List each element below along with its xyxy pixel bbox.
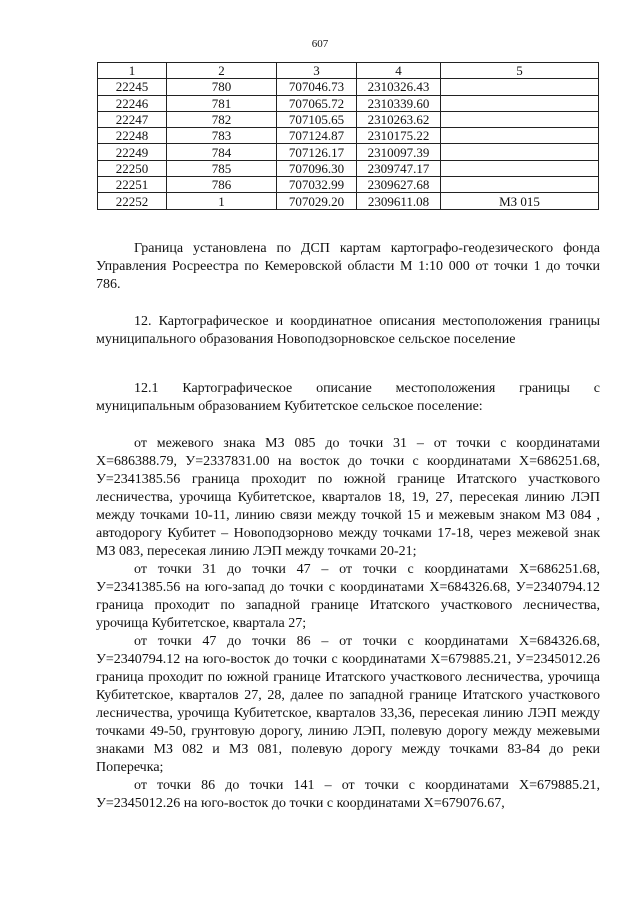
- table-cell: 707065.72: [277, 95, 357, 111]
- table-cell: 2309627.68: [357, 177, 441, 193]
- table-cell: 707032.99: [277, 177, 357, 193]
- boundary-source-paragraph: Граница установлена по ДСП картам картографо-геодезического фонда Управления Росреестра по Кемеровской области М 1:10 000 от точки 1 до точки 786.: [96, 241, 600, 292]
- table-cell: 22248: [98, 128, 167, 144]
- table-cell: 2310097.39: [357, 144, 441, 160]
- page-number: 607: [311, 38, 329, 50]
- table-cell: 707029.20: [277, 193, 357, 209]
- table-cell: 2310175.22: [357, 128, 441, 144]
- table-cell: [441, 160, 599, 176]
- table-cell: 784: [167, 144, 277, 160]
- table-cell: 22250: [98, 160, 167, 176]
- table-cell: 780: [167, 79, 277, 95]
- table-cell: 707126.17: [277, 144, 357, 160]
- boundary-description-paragraph: от точки 31 до точки 47 – от точки с координатами X=686251.68, У=2341385.56 на юго-запад до точки с координатами X=684326.68, У=2340794.12 граница проходит по западной границе Итатского участкового лесничества, урочища Кубитетское, квартала 27;: [96, 562, 600, 631]
- table-cell: [441, 95, 599, 111]
- column-header: 4: [357, 63, 441, 79]
- table-cell: [441, 111, 599, 127]
- table-cell: 22249: [98, 144, 167, 160]
- table-cell: 2309747.17: [357, 160, 441, 176]
- coordinates-table-body: [98, 63, 599, 210]
- table-cell: 2310339.60: [357, 95, 441, 111]
- table-row: [98, 79, 599, 95]
- table-cell: [441, 177, 599, 193]
- table-cell: 786: [167, 177, 277, 193]
- table-row: [98, 95, 599, 111]
- table-cell: [441, 144, 599, 160]
- table-row: [98, 128, 599, 144]
- table-cell: 707124.87: [277, 128, 357, 144]
- table-row: [98, 193, 599, 209]
- column-header: 1: [98, 63, 167, 79]
- table-cell: 781: [167, 95, 277, 111]
- coordinates-table: [97, 62, 599, 210]
- table-cell: 22245: [98, 79, 167, 95]
- table-cell: [441, 128, 599, 144]
- table-cell: 22251: [98, 177, 167, 193]
- table-cell: 783: [167, 128, 277, 144]
- table-cell: 2310263.62: [357, 111, 441, 127]
- table-cell: 785: [167, 160, 277, 176]
- column-header: 5: [441, 63, 599, 79]
- table-cell: МЗ 015: [441, 193, 599, 209]
- table-row: [98, 111, 599, 127]
- boundary-source-block: [96, 240, 600, 294]
- section-12-block: [96, 313, 600, 349]
- table-cell: 707046.73: [277, 79, 357, 95]
- boundary-description-paragraph: от точки 86 до точки 141 – от точки с координатами X=679885.21, У=2345012.26 на юго-восток до точки с координатами X=679076.67,: [96, 778, 600, 811]
- section-12-1-heading: 12.1 Картографическое описание местоположения границы с муниципальным образованием Кубитетское сельское поселение:: [96, 381, 600, 414]
- table-row: [98, 160, 599, 176]
- table-cell: 782: [167, 111, 277, 127]
- boundary-description-block: [96, 435, 600, 813]
- table-row: [98, 177, 599, 193]
- table-cell: 22247: [98, 111, 167, 127]
- table-header-row: [98, 63, 599, 79]
- boundary-description-paragraph: от точки 47 до точки 86 – от точки с координатами X=684326.68, У=2340794.12 на юго-восток до точки с координатами X=679885.21, У=2345012.26 граница проходит по южной границе Итатского участкового лесничества, урочища Кубитетское, кварталов 27, 28, далее по западной границе Итатского участкового лесничества, урочища Кубитетское, кварталов 33,36, пересекая линию ЛЭП между точками 49-50, грунтовую дорогу, линию ЛЭП, полевую дорогу между межевыми знаками МЗ 082 и МЗ 081, полевую дорогу между точками 83-84 до реки Поперечка;: [96, 634, 600, 775]
- table-cell: 1: [167, 193, 277, 209]
- section-12-1-block: [96, 380, 600, 416]
- column-header: 3: [277, 63, 357, 79]
- boundary-description-paragraph: от межевого знака МЗ 085 до точки 31 – от точки с координатами X=686388.79, У=2337831.00 на восток до точки с координатами X=686251.68, У=2341385.56 граница проходит по южной границе Итатского участкового лесничества, урочища Кубитетское, кварталов 18, 19, 27, пересекая линию ЛЭП между точками 10-11, линию связи между точкой 15 и межевым знаком МЗ 084 , автодорогу Кубитет – Новоподзорново между точками 17-18, через межевой знак МЗ 083, пересекая линию ЛЭП между точками 20-21;: [96, 436, 600, 559]
- table-cell: 707105.65: [277, 111, 357, 127]
- column-header: 2: [167, 63, 277, 79]
- table-cell: [441, 79, 599, 95]
- table-cell: 22252: [98, 193, 167, 209]
- table-cell: 2309611.08: [357, 193, 441, 209]
- table-cell: 707096.30: [277, 160, 357, 176]
- table-cell: 22246: [98, 95, 167, 111]
- section-12-heading: 12. Картографическое и координатное описания местоположения границы муниципального образования Новоподзорновское сельское поселение: [96, 314, 600, 347]
- table-row: [98, 144, 599, 160]
- table-cell: 2310326.43: [357, 79, 441, 95]
